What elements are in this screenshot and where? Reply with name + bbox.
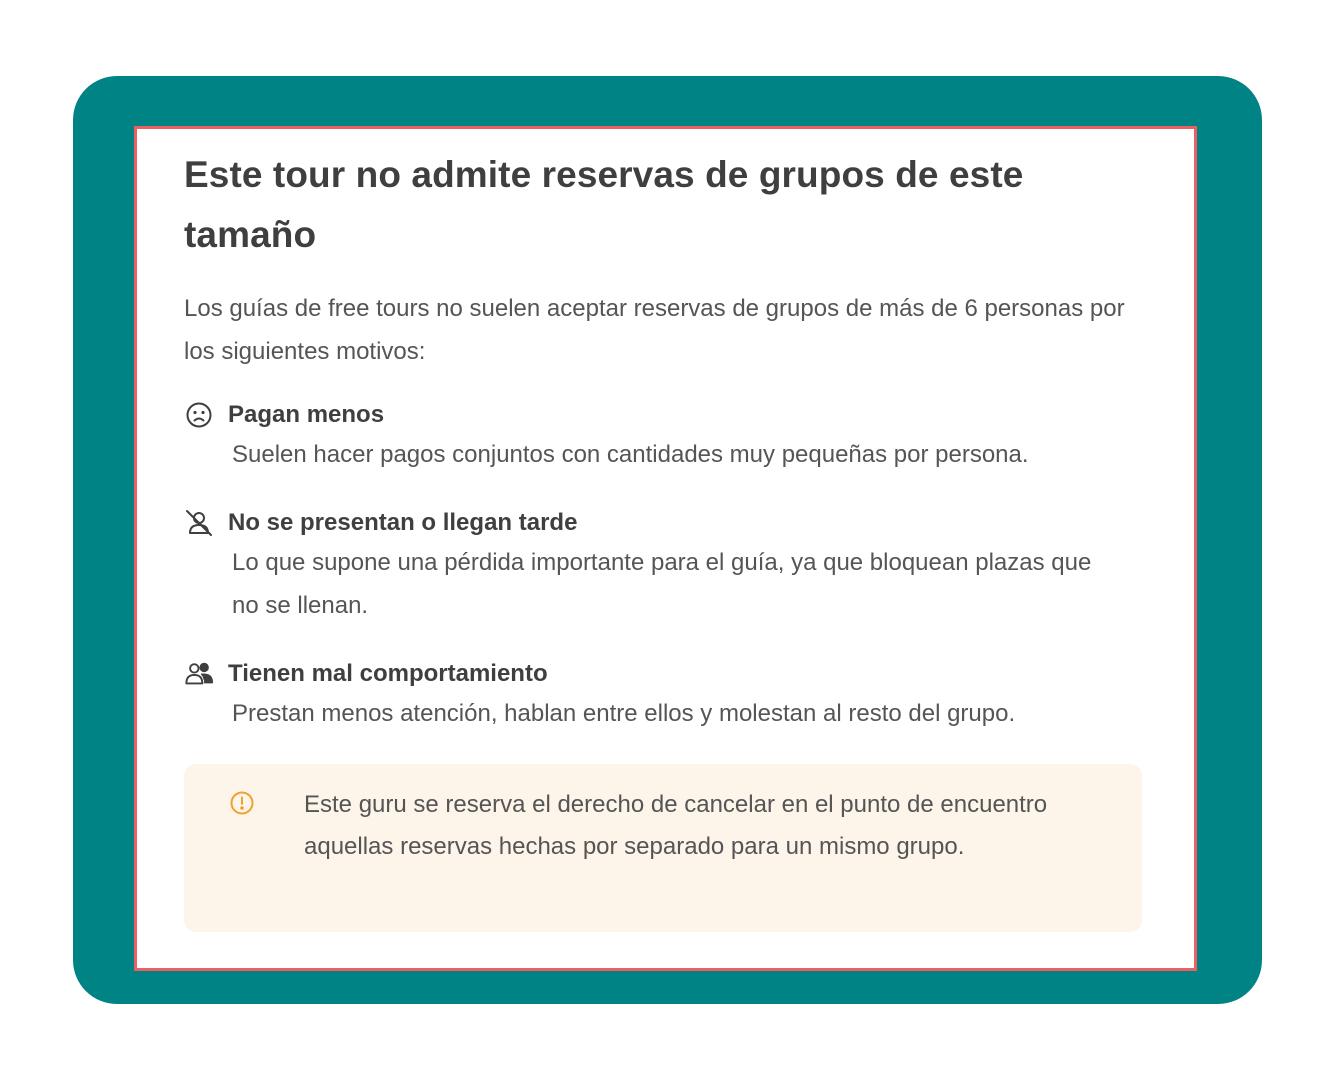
reason-item-no-show [184, 505, 1164, 627]
reason-item-pay-less [184, 397, 1164, 476]
dialog-title: Este tour no admite reservas de grupos de este tamaño [184, 154, 1024, 255]
notice-text: Este guru se reserva el derecho de cancelar en el punto de encuentro aquellas reservas hechas por separado para un mismo grupo. [304, 791, 1048, 860]
warning-notice [184, 764, 1142, 932]
user-off-icon [184, 508, 214, 538]
info-dialog [134, 126, 1197, 971]
reason-header [184, 656, 1164, 692]
warning-circle-icon [229, 790, 257, 818]
reason-title: No se presentan o llegan tarde [228, 509, 578, 536]
reason-description: Lo que supone una pérdida importante para el guía, ya que bloquean plazas que no se llenan. [232, 549, 1092, 619]
dialog-intro: Los guías de free tours no suelen aceptar reservas de grupos de más de 6 personas por los siguientes motivos: [184, 295, 1125, 365]
users-group-icon [184, 659, 214, 689]
reason-title: Pagan menos [228, 401, 385, 428]
reason-description: Suelen hacer pagos conjuntos con cantidades muy pequeñas por persona. [232, 441, 1029, 468]
sad-face-icon [184, 400, 214, 430]
reason-item-bad-behavior [184, 656, 1164, 735]
reason-description: Prestan menos atención, hablan entre ellos y molestan al resto del grupo. [232, 700, 1016, 727]
reason-header [184, 397, 1164, 433]
reason-title: Tienen mal comportamiento [228, 660, 548, 687]
reason-header [184, 505, 1164, 541]
